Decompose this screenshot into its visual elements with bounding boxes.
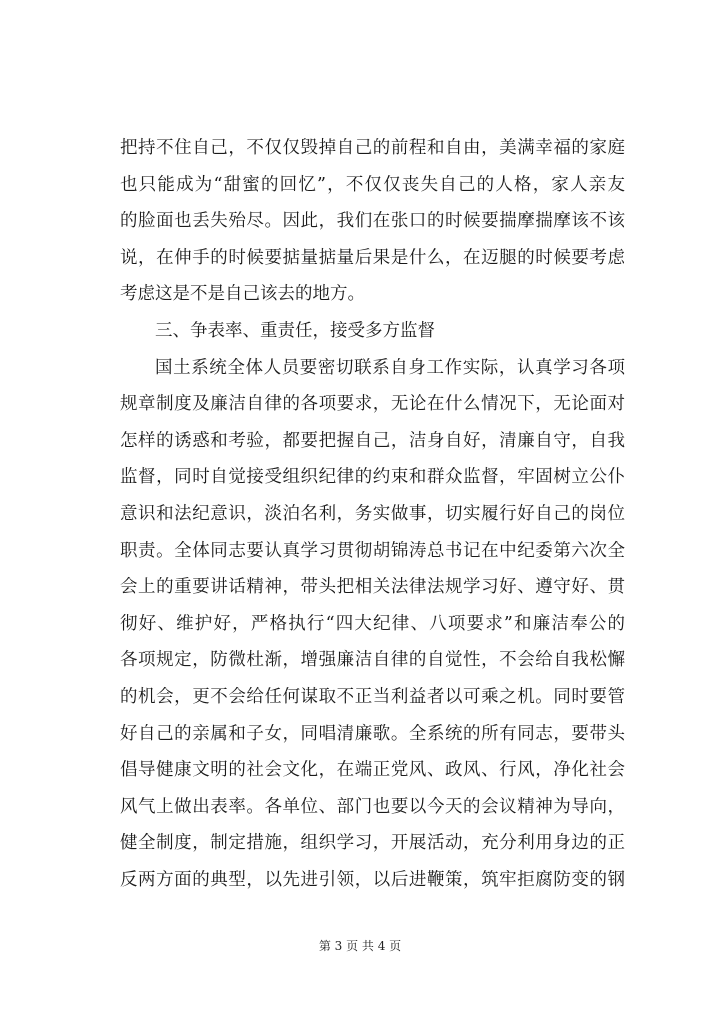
- text-line: 规章制度及廉洁自律的各项要求，无论在什么情况下，无论面对: [120, 394, 625, 415]
- text-line: 说，在伸手的时候要掂量掂量后果是什么，在迈腿的时候要考虑: [120, 247, 625, 268]
- text-line: 健全制度，制定措施，组织学习，开展活动，充分利用身边的正: [120, 833, 625, 854]
- text-line: 倡导健康文明的社会文化，在端正党风、政风、行风，净化社会: [120, 760, 625, 781]
- text-line: 好自己的亲属和子女，同唱清廉歌。全系统的所有同志，要带头: [120, 723, 625, 744]
- section-heading: 三、争表率、重责任，接受多方监督: [155, 320, 435, 341]
- text-line: 的脸面也丢失殆尽。因此，我们在张口的时候要揣摩揣摩该不该: [120, 211, 625, 232]
- text-line: 的机会，更不会给任何谋取不正当利益者以可乘之机。同时要管: [120, 686, 625, 707]
- page-number-footer: 第 3 页 共 4 页: [318, 939, 402, 953]
- text-line: 职责。全体同志要认真学习贯彻胡锦涛总书记在中纪委第六次全: [120, 540, 625, 561]
- document-body: [120, 130, 625, 898]
- text-line: 国土系统全体人员要密切联系自身工作实际，认真学习各项: [155, 357, 625, 378]
- text-line: 风气上做出表率。各单位、部门也要以今天的会议精神为导向，: [120, 796, 625, 817]
- text-line: 各项规定，防微杜渐，增强廉洁自律的自觉性，不会给自我松懈: [120, 650, 625, 671]
- text-line: 把持不住自己，不仅仅毁掉自己的前程和自由，美满幸福的家庭: [120, 138, 625, 158]
- text-line: 怎样的诱惑和考验，都要把握自己，洁身自好，清廉自守，自我: [120, 430, 625, 451]
- text-line: 彻好、维护好，严格执行“四大纪律、八项要求”和廉洁奉公的: [120, 613, 625, 634]
- text-line: 反两方面的典型，以先进引领，以后进鞭策，筑牢拒腐防变的钢: [120, 869, 625, 890]
- text-line: 会上的重要讲话精神，带头把相关法律法规学习好、遵守好、贯: [120, 577, 625, 598]
- text-line: 考虑这是不是自己该去的地方。: [120, 284, 365, 305]
- text-line: 监督，同时自觉接受组织纪律的约束和群众监督，牢固树立公仆: [120, 467, 625, 488]
- text-line: 也只能成为“甜蜜的回忆”，不仅仅丧失自己的人格，家人亲友: [120, 174, 625, 195]
- text-line: 意识和法纪意识，淡泊名利，务实做事，切实履行好自己的岗位: [120, 503, 625, 524]
